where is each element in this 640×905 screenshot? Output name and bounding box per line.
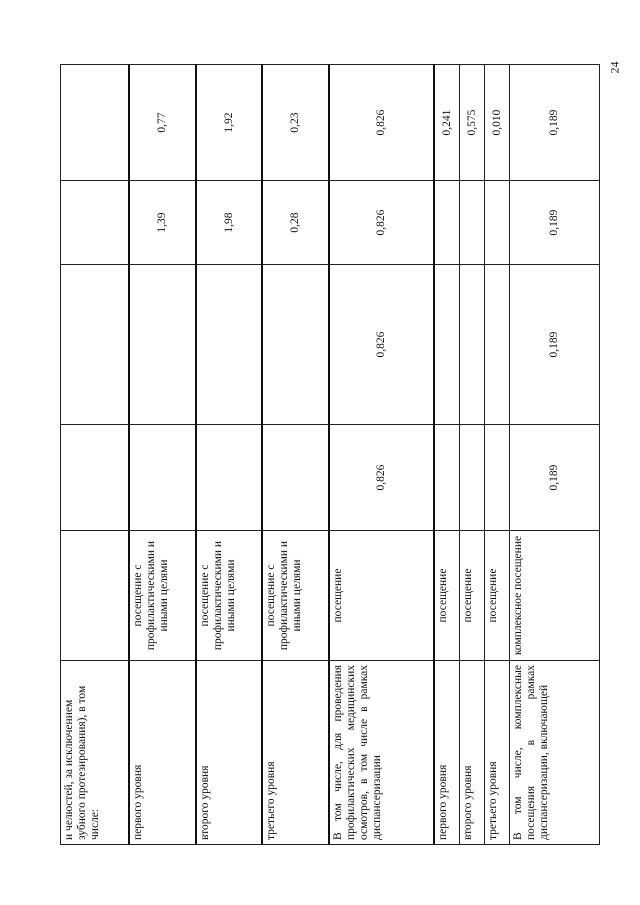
row-name: второго уровня: [460, 661, 485, 845]
table-row: [510, 65, 600, 845]
row-value: 0,77: [129, 65, 196, 181]
row-value: [61, 425, 130, 531]
row-value: [434, 425, 459, 531]
table-row: [485, 65, 510, 845]
row-value: [129, 425, 196, 531]
row-name: первого уровня: [129, 661, 196, 845]
table-row: [196, 65, 263, 845]
row-name: третьего уровня: [262, 661, 329, 845]
row-name: В том числе, для проведения профилактических медицинских осмотров, в том числе в рамках диспансеризации: [329, 661, 435, 845]
row-value: 0,575: [460, 65, 485, 181]
row-unit: посещение: [460, 531, 485, 661]
row-value: [460, 181, 485, 265]
row-value: 0,28: [262, 181, 329, 265]
row-value: 0,826: [329, 181, 435, 265]
table-row: [460, 65, 485, 845]
row-value: 1,39: [129, 181, 196, 265]
row-value: [61, 265, 130, 425]
row-value: 1,92: [196, 65, 263, 181]
table-row: [329, 65, 435, 845]
row-value: [434, 265, 459, 425]
row-value: [485, 265, 510, 425]
row-value: [61, 65, 130, 181]
row-value: 0,189: [510, 265, 600, 425]
row-name: второго уровня: [196, 661, 263, 845]
row-name: В том числе, комплексные посещения в рамках диспансеризации, включающей: [510, 661, 600, 845]
data-table: [60, 64, 600, 845]
row-value: 0,826: [329, 65, 435, 181]
row-value: [485, 181, 510, 265]
row-value: 0,189: [510, 425, 600, 531]
row-value: 0,010: [485, 65, 510, 181]
row-value: [196, 425, 263, 531]
row-value: [196, 265, 263, 425]
row-value: 0,23: [262, 65, 329, 181]
row-value: [460, 265, 485, 425]
page-number: 24: [607, 61, 622, 74]
row-value: 0,241: [434, 65, 459, 181]
row-value: [434, 181, 459, 265]
row-unit: посещение: [485, 531, 510, 661]
table-row: [61, 65, 130, 845]
row-value: 1,98: [196, 181, 263, 265]
row-unit: посещение с профилактическими и иными целями: [129, 531, 196, 661]
row-unit: посещение: [329, 531, 435, 661]
row-value: 0,189: [510, 65, 600, 181]
table-row: [434, 65, 459, 845]
row-value: [485, 425, 510, 531]
row-name: первого уровня: [434, 661, 459, 845]
rotated-table-container: [60, 65, 600, 845]
row-unit: посещение с профилактическими и иными целями: [262, 531, 329, 661]
row-unit: посещение с профилактическими и иными целями: [196, 531, 263, 661]
row-value: [262, 425, 329, 531]
row-name: третьего уровня: [485, 661, 510, 845]
row-value: [61, 181, 130, 265]
row-value: [460, 425, 485, 531]
row-value: 0,189: [510, 181, 600, 265]
row-unit: посещение: [434, 531, 459, 661]
row-value: 0,826: [329, 425, 435, 531]
row-value: [262, 265, 329, 425]
table-row: [129, 65, 196, 845]
row-unit: комплексное посещение: [510, 531, 600, 661]
row-unit: [61, 531, 130, 661]
row-value: 0,826: [329, 265, 435, 425]
table-row: [262, 65, 329, 845]
row-name: и челюстей, за исключением зубного протезирования), в том числе:: [61, 661, 130, 845]
row-value: [129, 265, 196, 425]
